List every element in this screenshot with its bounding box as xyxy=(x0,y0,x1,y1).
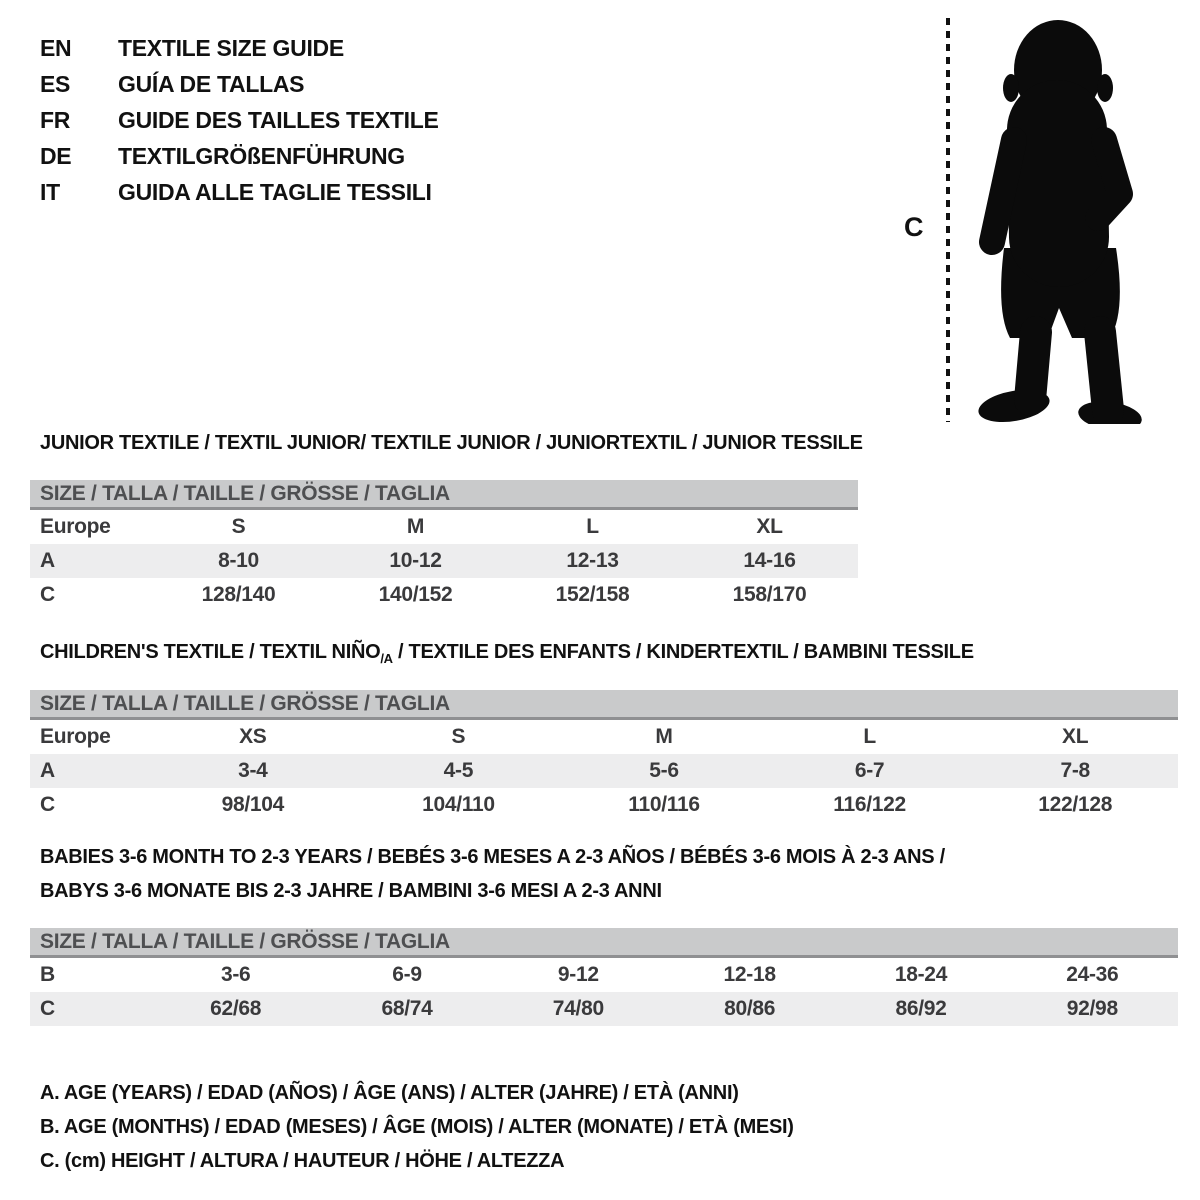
table-header: SIZE / TALLA / TAILLE / GRÖSSE / TAGLIA xyxy=(30,690,1178,720)
table-cell: 10-12 xyxy=(389,549,442,572)
language-title: TEXTILE SIZE GUIDE xyxy=(118,34,344,61)
babies-size-table xyxy=(30,928,1178,1026)
table-cell: 86/92 xyxy=(895,997,947,1020)
row-label: C xyxy=(40,997,55,1020)
babies-title-line2: BABYS 3-6 MONATE BIS 2-3 JAHRE / BAMBINI 3-6 MESI A 2-3 ANNI xyxy=(40,880,662,902)
table-cell: XL xyxy=(756,515,783,538)
table-cell: M xyxy=(406,515,425,538)
table-header: SIZE / TALLA / TAILLE / GRÖSSE / TAGLIA xyxy=(30,928,1178,958)
section-title-children xyxy=(40,641,974,666)
table-cell: 110/116 xyxy=(628,793,700,816)
language-code: EN xyxy=(40,34,72,61)
row-label: A xyxy=(40,759,55,782)
row-label: Europe xyxy=(40,725,111,748)
table-cell: S xyxy=(451,725,466,748)
height-measure-label: C xyxy=(904,212,924,242)
language-code: FR xyxy=(40,106,71,133)
table-cell: XL xyxy=(1062,725,1089,748)
table-cell: 8-10 xyxy=(218,549,259,572)
table-cell: 18-24 xyxy=(894,963,948,986)
table-row xyxy=(30,754,1178,788)
table-cell: 12-13 xyxy=(566,549,619,572)
children-size-table xyxy=(30,690,1178,822)
language-title: GUÍA DE TALLAS xyxy=(118,70,305,97)
table-cell: 4-5 xyxy=(443,759,474,782)
table-cell: 116/122 xyxy=(833,793,906,816)
table-cell: L xyxy=(586,515,599,538)
legend-line-b: B. AGE (MONTHS) / EDAD (MESES) / ÂGE (MOIS) / ALTER (MONATE) / ETÀ (MESI) xyxy=(40,1116,794,1138)
table-cell: XS xyxy=(239,725,267,748)
table-row xyxy=(30,720,1178,754)
table-cell: 98/104 xyxy=(221,793,285,816)
table-cell: 92/98 xyxy=(1066,997,1118,1020)
table-row xyxy=(30,578,858,612)
table-cell: 104/110 xyxy=(422,793,495,816)
table-cell: 62/68 xyxy=(210,997,262,1020)
table-cell: 6-7 xyxy=(854,759,885,782)
table-cell: 74/80 xyxy=(552,997,604,1020)
language-title-block xyxy=(40,30,439,210)
legend-line-a: A. AGE (YEARS) / EDAD (AÑOS) / ÂGE (ANS) / ALTER (JAHRE) / ETÀ (ANNI) xyxy=(40,1082,739,1104)
language-code: DE xyxy=(40,142,72,169)
legend xyxy=(40,1076,794,1178)
table-row xyxy=(30,510,858,544)
language-title: GUIDE DES TAILLES TEXTILE xyxy=(118,106,439,133)
table-row xyxy=(30,958,1178,992)
table-cell: 12-18 xyxy=(723,963,776,986)
language-row xyxy=(40,102,439,138)
row-label: C xyxy=(40,583,55,606)
table-cell: 9-12 xyxy=(557,963,599,986)
row-label: A xyxy=(40,549,55,572)
table-cell: S xyxy=(231,515,246,538)
table-cell: 14-16 xyxy=(743,549,796,572)
table-cell: 122/128 xyxy=(1038,793,1113,816)
table-cell: 80/86 xyxy=(724,997,776,1020)
table-cell: 158/170 xyxy=(732,583,807,606)
table-cell: 24-36 xyxy=(1066,963,1119,986)
table-cell: 3-4 xyxy=(238,759,268,782)
junior-size-table xyxy=(30,480,858,612)
row-label: Europe xyxy=(40,515,111,538)
table-cell: L xyxy=(863,725,876,748)
language-row xyxy=(40,138,439,174)
language-row xyxy=(40,66,439,102)
children-title-prefix: CHILDREN'S TEXTILE / TEXTIL NIÑO xyxy=(40,641,381,663)
table-row xyxy=(30,992,1178,1026)
language-code: IT xyxy=(40,178,60,205)
language-row xyxy=(40,174,439,210)
children-title-sub: /A xyxy=(380,651,393,666)
table-cell: 7-8 xyxy=(1060,759,1090,782)
row-label: C xyxy=(40,793,55,816)
table-row xyxy=(30,788,1178,822)
babies-title-line1: BABIES 3-6 MONTH TO 2-3 YEARS / BEBÉS 3-6 MESES A 2-3 AÑOS / BÉBÉS 3-6 MOIS À 2-3 ANS / xyxy=(40,846,945,868)
table-cell: 3-6 xyxy=(220,963,251,986)
table-cell: 5-6 xyxy=(649,759,679,782)
height-dotted-line xyxy=(946,18,950,422)
table-header: SIZE / TALLA / TAILLE / GRÖSSE / TAGLIA xyxy=(30,480,858,510)
section-title-babies xyxy=(40,840,945,908)
table-cell: 152/158 xyxy=(555,583,630,606)
table-cell: 68/74 xyxy=(381,997,433,1020)
legend-line-c: C. (cm) HEIGHT / ALTURA / HAUTEUR / HÖHE / ALTEZZA xyxy=(40,1150,565,1172)
language-code: ES xyxy=(40,70,71,97)
table-cell: 6-9 xyxy=(392,963,422,986)
language-row xyxy=(40,30,439,66)
table-cell: M xyxy=(655,725,673,748)
table-cell: 128/140 xyxy=(201,583,276,606)
toddler-silhouette-icon xyxy=(958,12,1148,424)
table-row xyxy=(30,544,858,578)
section-title-junior: JUNIOR TEXTILE / TEXTIL JUNIOR/ TEXTILE JUNIOR / JUNIORTEXTIL / JUNIOR TESSILE xyxy=(40,432,863,454)
table-cell: 140/152 xyxy=(378,583,453,606)
row-label: B xyxy=(40,963,55,986)
language-title: GUIDA ALLE TAGLIE TESSILI xyxy=(118,178,432,205)
children-title-suffix: / TEXTILE DES ENFANTS / KINDERTEXTIL / BAMBINI TESSILE xyxy=(392,641,974,663)
language-title: TEXTILGRÖßENFÜHRUNG xyxy=(118,142,405,169)
